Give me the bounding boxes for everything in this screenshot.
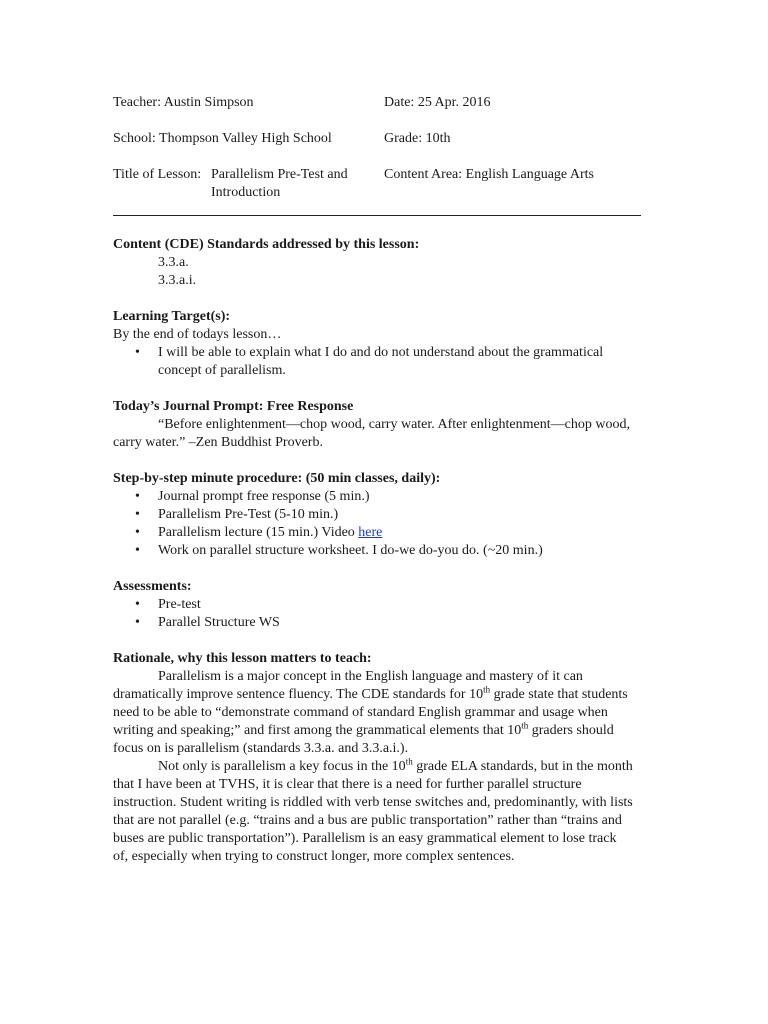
list-item: • Parallel Structure WS — [135, 615, 280, 630]
assessments-heading: Assessments: — [113, 579, 192, 594]
procedure-list — [113, 488, 633, 560]
standard-item: 3.3.a.i. — [158, 273, 197, 288]
list-item: • Parallelism lecture (15 min.) Video here — [135, 525, 383, 540]
list-item: • I will be able to explain what I do and do not understand about the grammatical concept of parallelism. — [135, 345, 604, 378]
bullet-icon: • — [135, 597, 140, 612]
list-item: • Parallelism Pre-Test (5-10 min.) — [135, 507, 339, 522]
video-link[interactable]: here — [358, 525, 383, 540]
bullet-icon: • — [135, 507, 140, 522]
assessments-list — [113, 596, 633, 632]
school-field: School: Thompson Valley High School — [113, 131, 332, 146]
grade-field: Grade: 10th — [384, 131, 451, 146]
bullet-icon: • — [135, 543, 140, 558]
header-divider — [113, 215, 641, 216]
list-item: • Work on parallel structure worksheet. I do-we do-you do. (~20 min.) — [135, 543, 543, 558]
content-area-field: Content Area: English Language Arts — [384, 167, 594, 182]
lesson-body — [113, 236, 633, 866]
date-field: Date: 25 Apr. 2016 — [384, 95, 491, 110]
standard-item: 3.3.a. — [158, 255, 189, 270]
list-item: • Journal prompt free response (5 min.) — [135, 489, 370, 504]
rationale-paragraph-1: Parallelism is a major concept in the English language and mastery of it can dramatically improve sentence fluency. The CDE standards for 10th grade state that students need to be able to “demonstrate command of standard English grammar and usage when writing and speaking;” and first among the grammatical elements that 10th graders should focus on is parallelism (standards 3.3.a. and 3.3.a.i.). — [113, 669, 628, 756]
journal-text: “Before enlightenment—chop wood, carry water. After enlightenment—chop wood, carry water.” –Zen Buddhist Proverb. — [113, 417, 630, 450]
title-value: Parallelism Pre-Test and Introduction — [211, 167, 348, 200]
learning-targets-list — [113, 344, 633, 380]
standards-heading: Content (CDE) Standards addressed by this lesson: — [113, 237, 420, 252]
learning-targets-intro: By the end of todays lesson… — [113, 327, 282, 342]
rationale-heading: Rationale, why this lesson matters to teach: — [113, 651, 372, 666]
bullet-icon: • — [135, 345, 140, 360]
title-label: Title of Lesson: — [113, 167, 202, 182]
journal-heading: Today’s Journal Prompt: Free Response — [113, 399, 354, 414]
rationale-paragraph-2: Not only is parallelism a key focus in the 10th grade ELA standards, but in the month that I have been at TVHS, it is clear that there is a need for further parallel structure instruction. Student writing is riddled with verb tense switches and, predominantly, with lists that are not parallel (e.g. “trains and a bus are public transportation” rather than “trains and buses are public transportation”). Parallelism is an easy grammatical element to lose track of, especially when trying to construct longer, more complex sentences. — [113, 756, 633, 864]
bullet-icon: • — [135, 525, 140, 540]
teacher-field: Teacher: Austin Simpson — [113, 95, 254, 110]
bullet-icon: • — [135, 615, 140, 630]
bullet-icon: • — [135, 489, 140, 504]
list-item: • Pre-test — [135, 597, 201, 612]
procedure-heading: Step-by-step minute procedure: (50 min classes, daily): — [113, 471, 441, 486]
learning-targets-heading: Learning Target(s): — [113, 309, 231, 324]
